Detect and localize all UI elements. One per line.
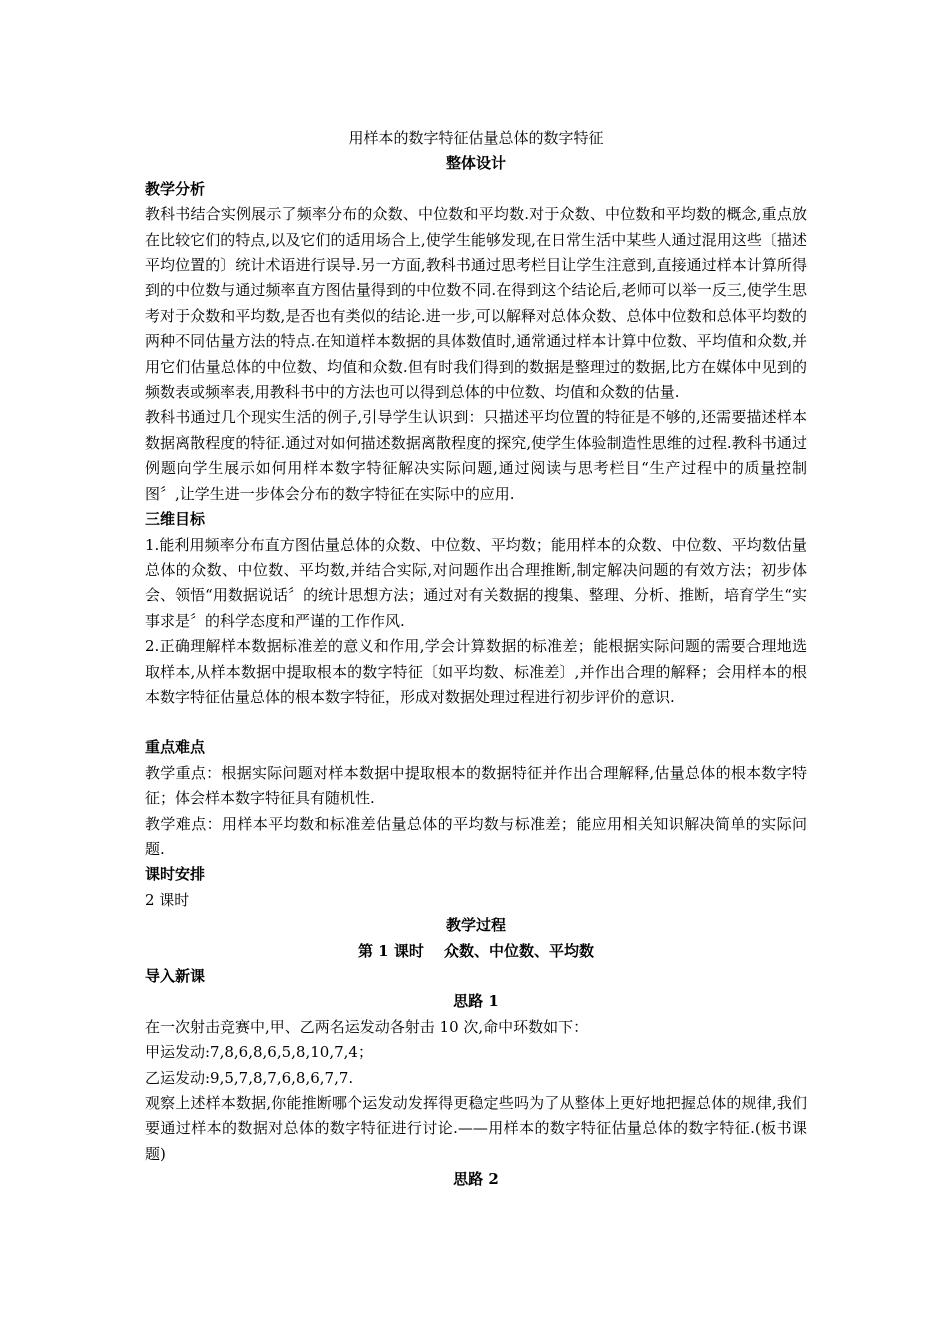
- keypoints-paragraph-2: 教学难点：用样本平均数和标准差估量总体的平均数与标准差；能应用相关知识解决简单的实际问题.: [145, 814, 807, 858]
- idea-2-heading: 思路 2: [453, 1170, 499, 1189]
- analysis-paragraph-2: 教科书通过几个现实生活的例子,引导学生认识到：只描述平均位置的特征是不够的,还需要描述样本数据离散程度的特征.通过对如何描述数据离散程度的探究,使学生体验制造性思维的过程.教科书通过例题向学生展示如何用样本数字特征解决实际问题,通过阅读与思考栏目“生产过程中的质量控制图〞,让学生进一步体会分布的数字特征在实际中的应用.: [145, 408, 807, 503]
- section-heading-keypoints: 重点难点: [145, 738, 206, 757]
- lesson-1-heading: 第 1 课时 众数、中位数、平均数: [357, 941, 595, 960]
- section-heading-process: 教学过程: [445, 916, 506, 935]
- blank-line: [145, 710, 807, 735]
- goals-paragraph-2: 2.正确理解样本数据标准差的意义和作用,学会计算数据的标准差；能根据实际问题的需要合理地选取样本,从样本数据中提取根本的数字特征〔如平均数、标准差〕,并作出合理的解释；会用样本的根本数字特征估量总体的根本数字特征，形成对数据处理过程进行初步评价的意识.: [145, 637, 807, 706]
- idea-1-heading: 思路 1: [453, 992, 499, 1011]
- idea-1-paragraph-3: 乙运发动:9,5,7,8,7,6,8,6,7,7.: [145, 1068, 354, 1087]
- document-title: 用样本的数字特征估量总体的数字特征: [348, 129, 604, 147]
- idea-1-paragraph-1: 在一次射击竞赛中,甲、乙两名运发动各射击 10 次,命中环数如下：: [145, 1017, 589, 1036]
- analysis-paragraph-1: 教科书结合实例展示了频率分布的众数、中位数和平均数.对于众数、中位数和平均数的概念,重点放在比较它们的特点,以及它们的适用场合上,使学生能够发现,在日常生活中某些人通过混用这些〔描述平均位置的〕统计术语进行误导.另一方面,教科书通过思考栏目让学生注意到,直接通过样本计算所得到的中位数与通过频率直方图估量得到的中位数不同.在得到这个结论后,老师可以举一反三,使学生思考对于众数和平均数,是否也有类似的结论.进一步,可以解释对总体众数、总体中位数和总体平均数的两种不同估量方法的特点.在知道样本数据的具体数值时,通常通过样本计算中位数、平均值和众数,并用它们估量总体的中位数、均值和众数.但有时我们得到的数据是整理过的数据,比方在媒体中见到的频数表或频率表,用教科书中的方法也可以得到总体的中位数、均值和众数的估量.: [145, 205, 807, 402]
- section-heading-goals: 三维目标: [145, 510, 206, 529]
- section-heading-analysis: 教学分析: [145, 179, 206, 198]
- section-heading-schedule: 课时安排: [145, 865, 206, 884]
- schedule-text: 2 课时: [145, 890, 190, 909]
- document-page: [145, 126, 807, 1193]
- idea-1-paragraph-4: 观察上述样本数据,你能推断哪个运发动发挥得更稳定些吗为了从整体上更好地把握总体的规律,我们要通过样本的数据对总体的数字特征进行讨论.——用样本的数字特征估量总体的数字特征.(板书课题): [145, 1094, 807, 1163]
- idea-1-paragraph-2: 甲运发动:7,8,6,8,6,5,8,10,7,4；: [145, 1043, 373, 1062]
- section-heading-design: 整体设计: [445, 154, 506, 173]
- goals-paragraph-1: 1.能利用频率分布直方图估量总体的众数、中位数、平均数；能用样本的众数、中位数、平均数估量总体的众数、中位数、平均数,并结合实际,对问题作出合理推断,制定解决问题的有效方法；初步体会、领悟“用数据说话〞的统计思想方法；通过对有关数据的搜集、整理、分析、推断，培育学生“实事求是〞的科学态度和严谨的工作作风.: [145, 535, 807, 630]
- section-heading-intro: 导入新课: [145, 967, 206, 985]
- keypoints-paragraph-1: 教学重点：根据实际问题对样本数据中提取根本的数据特征并作出合理解释,估量总体的根本数字特征；体会样本数字特征具有随机性.: [145, 763, 807, 808]
